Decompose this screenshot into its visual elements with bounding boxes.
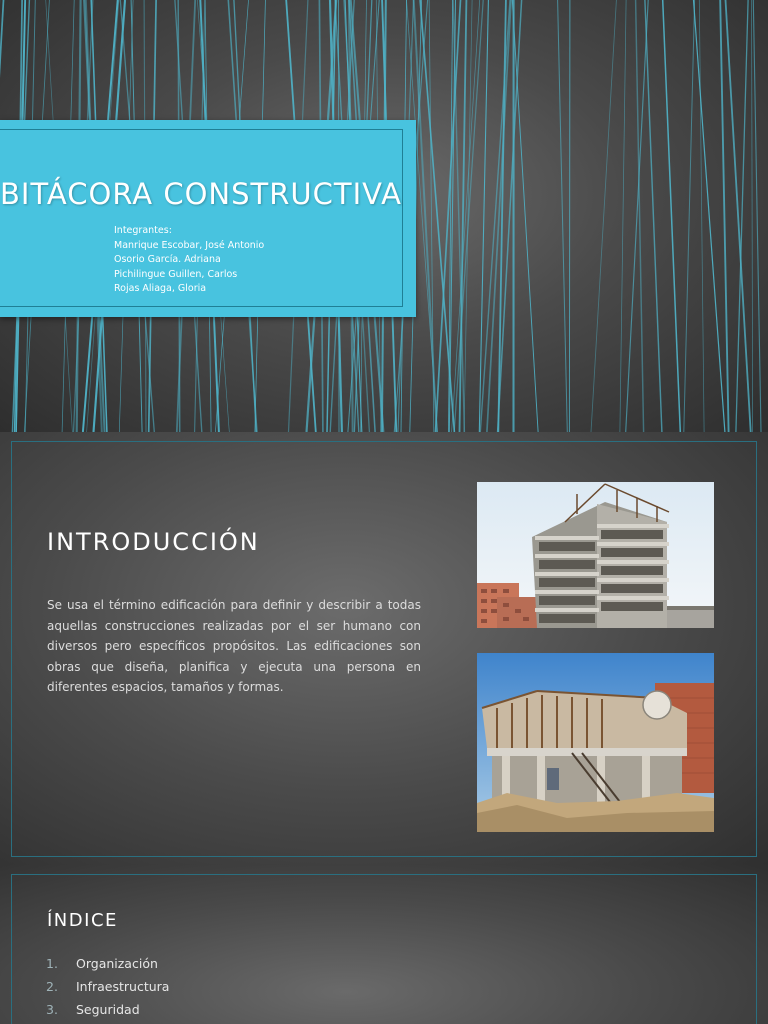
index-label: Seguridad xyxy=(76,1002,140,1017)
house-construction-photo xyxy=(477,653,714,832)
index-label: Organización xyxy=(76,956,158,971)
decorative-line xyxy=(720,0,728,432)
decorative-line xyxy=(699,0,704,432)
decorative-line xyxy=(436,0,461,432)
decorative-line xyxy=(620,0,626,432)
member-name: Manrique Escobar, José Antonio xyxy=(114,239,265,251)
decorative-line xyxy=(569,0,570,432)
index-label: Infraestructura xyxy=(76,979,170,994)
decorative-line xyxy=(684,0,695,432)
introduction-slide xyxy=(0,432,768,864)
title-box xyxy=(0,120,416,317)
member-name: Osorio García. Adriana xyxy=(114,254,221,265)
decorative-line xyxy=(663,0,681,432)
decorative-line xyxy=(753,0,761,432)
title-slide xyxy=(0,0,768,432)
decorative-line xyxy=(512,0,538,432)
decorative-line xyxy=(558,0,568,432)
member-name: Pichilingue Guillen, Carlos xyxy=(114,268,238,280)
member-name: Rojas Aliaga, Gloria xyxy=(114,283,207,294)
members-list xyxy=(114,224,264,297)
introduction-text: Se usa el término edificación para definir y describir a todas aquellas construcciones realizadas por el ser humano con diversos pero específicos propósitos. Las edificaciones son obras que diseña, planifica y ejecuta una persona en diferentes espacios, tamaños y formas. xyxy=(47,598,421,694)
index-number: 3. xyxy=(46,1002,58,1017)
index-heading: ÍNDICE xyxy=(47,910,118,931)
document-title: BITÁCORA CONSTRUCTIVA xyxy=(0,177,402,211)
decorative-line xyxy=(645,0,662,432)
members-label: Integrantes: xyxy=(114,225,172,236)
index-number: 1. xyxy=(46,956,58,971)
decorative-line xyxy=(479,0,488,432)
decorative-line xyxy=(591,0,616,432)
introduction-heading: INTRODUCCIÓN xyxy=(47,528,260,556)
index-slide xyxy=(0,864,768,1024)
decorative-line xyxy=(694,0,725,432)
building-frame-photo xyxy=(477,482,714,628)
decorative-line xyxy=(752,0,753,432)
index-number: 2. xyxy=(46,979,58,994)
